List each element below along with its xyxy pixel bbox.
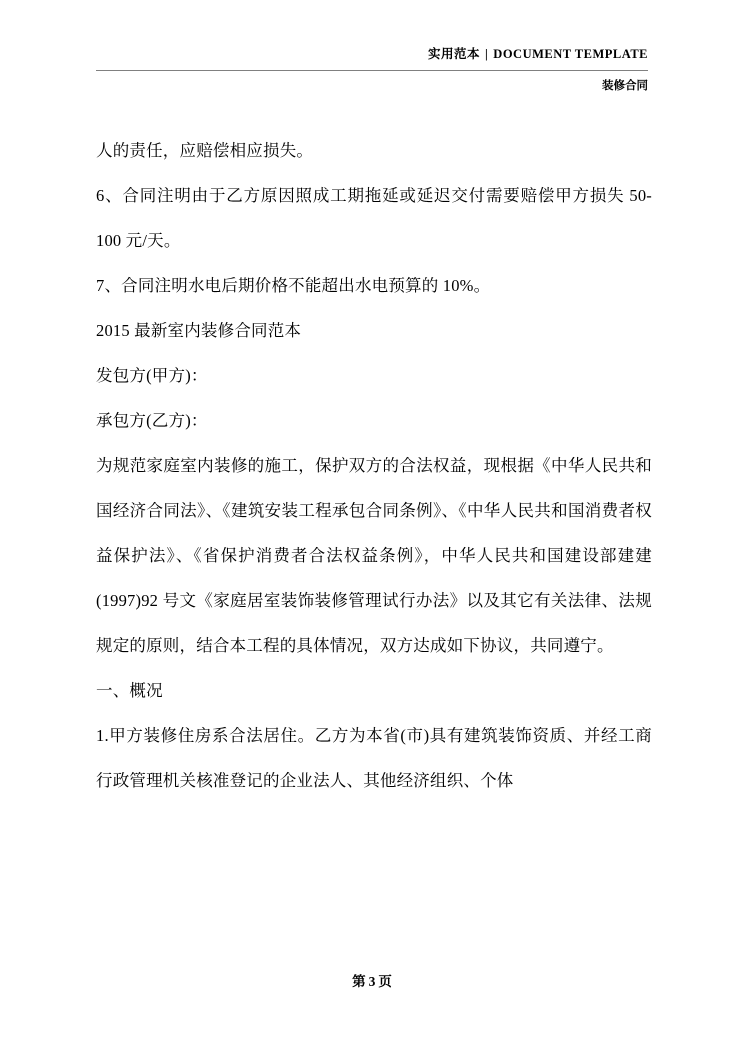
header-brand-en: DOCUMENT TEMPLATE bbox=[493, 47, 648, 61]
header-brand-line bbox=[96, 44, 648, 62]
paragraph: 承包方(乙方)： bbox=[96, 411, 208, 430]
paragraph: 发包方(甲方)： bbox=[96, 366, 208, 385]
header-subtitle: 装修合同 bbox=[602, 80, 648, 92]
footer-suffix: 页 bbox=[378, 974, 392, 989]
footer-prefix: 第 bbox=[352, 974, 366, 989]
footer-page-number: 3 bbox=[368, 974, 376, 989]
document-body bbox=[96, 128, 652, 803]
paragraph: 7、合同注明水电后期价格不能超出水电预算的 10%。 bbox=[96, 276, 491, 295]
page-footer bbox=[0, 970, 744, 990]
paragraph: 6、合同注明由于乙方原因照成工期拖延或延迟交付需要赔偿甲方损失 50-100 元/天。 bbox=[96, 186, 652, 250]
paragraph: 2015 最新室内装修合同范本 bbox=[96, 321, 302, 340]
paragraph: 为规范家庭室内装修的施工，保护双方的合法权益，现根据《中华人民共和国经济合同法》、《建筑安装工程承包合同条例》、《中华人民共和国消费者权益保护法》、《省保护消费者合法权益条例》，中华人民共和国建设部建建(1997)92 号文《家庭居室装饰装修管理试行办法》以及其它有关法律、法规规定的原则，结合本工程的具体情况，双方达成如下协议，共同遵宁。 bbox=[96, 456, 652, 655]
header-divider bbox=[96, 70, 648, 71]
paragraph: 人的责任，应赔偿相应损失。 bbox=[96, 141, 314, 160]
paragraph: 一、概况 bbox=[96, 681, 163, 700]
header-separator: | bbox=[485, 47, 489, 61]
paragraph: 1.甲方装修住房系合法居住。乙方为本省(市)具有建筑装饰资质、并经工商行政管理机关核准登记的企业法人、其他经济组织、个体 bbox=[96, 726, 652, 790]
page-header bbox=[96, 44, 648, 93]
header-brand-cn: 实用范本 bbox=[428, 47, 481, 61]
